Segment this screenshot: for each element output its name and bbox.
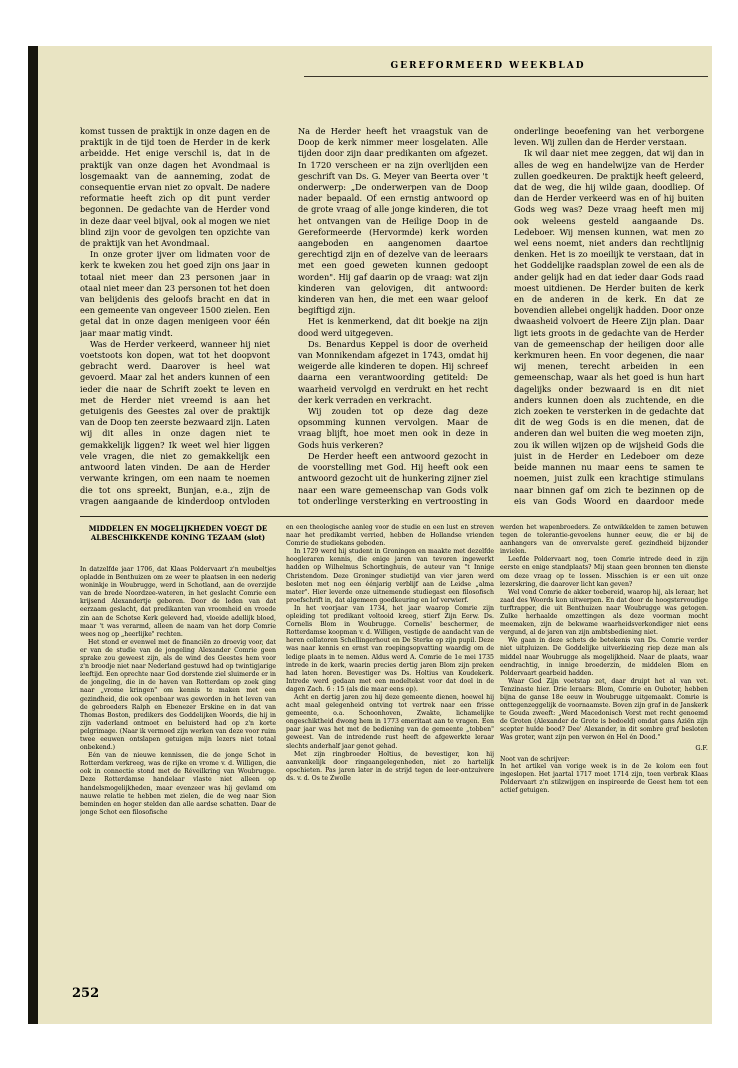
paragraph: Acht en dertig jaren zou hij deze gemeente dienen, hoewel hij acht maal gelegenheid ontving tot vertrek naar een frisse gemeente, o.a. Schoonhoven, Zwakte, lichamelijke ongeschiktheid dwong hem in 1773 emeritaat aan te vragen. Een paar jaar was het met de bediening van de gemeente „tobben" geweest. Van de intredende rust heeft de afgewerkte leraar slechts anderhalf jaar genot gehad. [286, 693, 494, 750]
top-column-3 [514, 126, 704, 508]
paragraph: werden het wapenbroeders. Ze ontwikkelden te zamen betuwen tegen de tolerantie-gevoelens hunner eeuw, die er bij de aanhangers van de onvervalste geref. gezindheid bijzonder invielen. [500, 524, 708, 556]
paragraph: Het is kenmerkend, dat dit boekje na zijn dood werd uitgegeven. [298, 316, 488, 338]
author-signature: G.F. [695, 743, 708, 752]
paragraph: In onze groter ijver om lidmaten voor de kerk te kweken zou het goed zijn ons jaar in totaal niet meer dan 23 personen jaar in otaal niet meer dan 23 personen tot het doen van belijdenis des geloofs bracht en dat in een gemeente van ongeveer 1500 zielen. Een getal dat in onze dagen menigeen voor één jaar maar matig vindt. [80, 249, 270, 338]
top-column-2 [298, 126, 488, 508]
author-note: In het artikel van vorige week is in de 2e kolom een fout ingeslopen. Het jaartal 1717 moet 1714 zijn, toen verbrak Klaas Poldervaart z'n stilzwijgen en inspireerde de Geest hem tot een actief getuigen. [500, 762, 708, 794]
page-number: 252 [72, 986, 100, 1001]
header-rule [304, 76, 708, 77]
article-column-1 [80, 566, 276, 976]
article-column-2 [286, 524, 494, 984]
paragraph: We gaan in deze schets de betekenis van Ds. Comrie verder niet uitpluizen. De Goddelijke uitverkiezing riep deze man als middel naar Woubrugge als mogelijkheid. Naar de plaats, waar eendrachtig, in innige broederzin, de middelen Blom en Poldervaart gearbeid hadden. [500, 637, 708, 677]
article-title: MIDDELEN EN MOGELIJKHEDEN VOEGT DE ALBESCHIKKENDE KONING TEZAAM (slot) [88, 524, 268, 542]
author-note-label: Noot van de schrijver: [500, 755, 570, 763]
paragraph: en een theologische aanleg voor de studie en een lust en streven naar het predikambt verried, hebben de Hollandse vrienden Comrie de studiekans geboden. [286, 524, 494, 548]
paragraph: Leefde Poldervaart nog, toen Comrie intrede deed in zijn eerste en enige standplaats? Mij staan geen bronnen ten dienste om deze vraag op te lossen. Misschien is er een uit onze lezerskring, die daarover licht kan geven? [500, 556, 708, 588]
section-divider [80, 516, 708, 517]
paragraph: In datzelfde jaar 1706, dat Klaas Poldervaart z'n meubeltjes opladde in Benthuizen om ze weer te plaatsen in een nederig woninkje in Woubrugge, werd in Schotland, aan de overzijde van de brede Noordzee-wateren, in het geslacht Comrie een krijsend Alexandertje geboren. Door de leden van dat eerzaam geslacht, dat predikanten van vroomheid en vroede zin aan de Schotse Kerk geleverd had, vloeide adellijk bloed, maar 't was verarmd, alleen de naam van het dorp Comrie wees nog op „heerlijke" rechten. [80, 566, 276, 638]
paragraph: Ik wil daar niet mee zeggen, dat wij dan in alles de weg en handelwijze van de Herder zullen goedkeuren. De praktijk heeft geleerd, dat de weg, die hij wilde gaan, doodliep. Of dan de Herder verkeerd was en of hij buiten Gods weg was? Deze vraag heeft men mij ook weleens gesteld aangaande Ds. Ledeboer. Wij mensen kunnen, wat men zo wel eens noemt, niet anders dan rechtlijnig denken. Het is zo moeilijk te verstaan, dat in het Goddelijke raadsplan zowel de een als de ander gelijk had en dat ieder daar Gods raad moest uitdienen. De Herder buiten de kerk en de anderen in de kerk. En dat ze bovendien allebei ongelijk hadden. Door onze dwaasheid volvoert de Heere Zijn plan. Daar ligt iets groots in de gedachte van de Herder van de gemeenschap der heiligen door alle kerkmuren heen. En voor degenen, die naar wij menen, terecht arbeiden in een gemeenschap, waar als het goed is hun hart dagelijks onder bezwaard is en dit niet anders kunnen doen als zuchtende, en die zich zoeken te versterken in de gedachte dat dit de weg Gods is en die menen, dat de anderen dan wel buiten die weg moeten zijn, zou ik willen wijzen op de wijsheid Gods die juist in de Herder en Ledeboer om deze beide mannen nu maar eens te samen te noemen, juist zulk een krachtige stimulans naar binnen gaf om zich te bezinnen op de eis van Gods Woord en daardoor mede [514, 148, 704, 506]
article-column-3 [500, 524, 708, 984]
paragraph: Na de Herder heeft het vraagstuk van de Doop de kerk nimmer meer losgelaten. Alle tijden door zijn daar predikanten om afgezet. In 1720 verscheen er na zijn overlijden een geschrift van Ds. G. Meyer van Beerta over 't onderwerp: „De onderwerpen van de Doop nader bepaald. Of een ernstig antwoord op de grote vraag of alle jonge kinderen, die tot het ontvangen van de Heilige Doop in de Gereformeerde (Hervormde) kerk worden aangeboden en aangenomen daartoe gerechtigd zijn en of dezelve van de leeraars met een goed geweten kunnen gedoopt worden". Hij gaf daarin op de vraag: wat zijn kinderen van gelovigen, dit antwoord: kinderen van hen, die met een waar geloof begiftigd zijn. [298, 126, 488, 316]
paragraph: Ds. Benardus Keppel is door de overheid van Monnikendam afgezet in 1743, omdat hij weigerde alle kinderen te dopen. Hij schreef daarna een verantwoording getiteld: De waarheid vervolgd en verdrukt en het recht der kerk verraden en verkracht. [298, 338, 488, 405]
running-header: GEREFORMEERD WEEKBLAD [390, 61, 586, 71]
paragraph: In 1729 werd hij student in Groningen en maakte met dezelfde hoogleraren kennis, die enige jaren van tevoren ingewerkt hadden op Wilhelmus Schortinghuis, de auteur van "t Innige Christendom. Deze Groninger studietijd van vier jaren werd besloten met nog een éénjarig verblijf aan de Leidse „alma mater". Hier leverde onze uitnemende studiegast een filosofisch proefschrift in, dat algemeen goedkeuring en lof verwierf. [286, 548, 494, 604]
paragraph: Wij zouden tot op deze dag deze opsomming kunnen vervolgen. Maar de vraag blijft, hoe moet men ook in deze in Gods huis verkeren? [298, 406, 488, 450]
paragraph: onderlinge beoefening van het verborgene leven. Wij zullen dan de Herder verstaan. [514, 126, 704, 148]
paragraph: Het stond er evenwel met de financiën zo droevig voor, dat er van de studie van de jongeling Alexander Comrie geen sprake zou geweest zijn, als de wind des Geestes hem voor z'n broodje niet naar Nederland gestuwd had op twintigjarige leeftijd. Een oprechte naar God dorstende ziel sluimerde er in de jongeling, die in de haven van Rotterdam op zoek ging naar „vrome kringen" om kennis te maken met een gezindheid, die ook openbaar was geworden in het leven van de gebroeders Ralph en Ebenezer Erskine en in dat van Thomas Boston, predikers des Goddelijken Woords, die hij in zijn vaderland ontmoet en beluisterd had op z'n korte pelgrimage. (Naar ik vermoed zijn werken van deze voor ruim twee eeuwen ontslapen getuigen mijn lezers niet totaal onbekend.) [80, 638, 276, 752]
paragraph: De Herder heeft een antwoord gezocht in de voorstelling met God. Hij heeft ook een antwoord gezocht uit de hunkering zijner ziel naar een ware gemeenschap van Gods volk tot onderlinge versterking en vertroosting in [298, 450, 488, 506]
paragraph: Met zijn ringbroeder Holtius, de bevestiger, kon hij aanvankelijk door ringaangelegenheden, niet zo hartelijk opschieten. Pas jaren later in de strijd tegen de leer-ontzuivere ds. v. d. Os te Zwolle [286, 750, 494, 782]
paragraph: Waar God Zijn voetstap zet, daar druipt het al van vet. Tenzinaste hier. Drie leraars: Blom, Comrie en Ouboter, hebben bijna de ganse 18e eeuw in Woubrugge uitgemaakt. Comrie is onttegenzeggelijk de voornaamste. Boven zijn graf in de Janskerk te Gouda zweeft: „Werd Macedonisch Vorst met recht genoemd de Groten (Alexander de Grote is bedoeld) omdat gans Aziën zijn scepter hulde bood? Dee' Alexander, in dit sombre graf besloten Was groter, want zijn pen verwon én Hel én Dood." [500, 677, 708, 742]
paragraph: Wel vond Comrie de akker toebereid, waarop hij, als leraar, het zaad des Woords kon uitwerpen. En dat door de hoogstervoudige turftrapper, die uit Benthuizen naar Woubrugge was getogen. Zulke herhaalde omzettingen als deze voorman mocht meemaken, zijn de bekwame waarheidsverkondiger niet eens vergund, al de jaren van zijn ambtsbediening niet. [500, 588, 708, 637]
scan-binding-edge [28, 46, 38, 1024]
paragraph: Eén van de nieuwe kennissen, die de jonge Schot in Rotterdam verkreeg, was de rijke en vrome v. d. Willigen, die ook in connectie stond met de Réveilkring van Woubrugge. Deze Rotterdamse handelaar vlaste niet alleen op handelsmogelijkheden, maar evenzeer was hij gevlamd om nauwe relatie te hebben met zielen, die de weg naar Sion beminden en hoger stelden dan alle aardse schatten. Daar de jonge Schot een filosofische [80, 752, 276, 816]
paragraph: Was de Herder verkeerd, wanneer hij niet voetstoots kon dopen, wat tot het doopvont gebracht werd. Daarover is heel wat gevoerd. Maar zal het anders kunnen of een ieder die naar de Schrift zoekt te leven en met de Herder niet vreemd is aan het getuigenis des Geestes zal over de praktijk van de Doop ten zeerste bezwaard zijn. Laten wij dit alles in onze dagen niet te gemakkelijk liggen? Ik weet wel hier liggen vele vragen, die niet zo gemakkelijk een antwoord laten vinden. De aan de Herder verwante kringen, om een naam te noemen die tot ons spreekt, Bunjan, e.a., zijn de vragen aangaande de kinderdoop ontvloden [80, 338, 270, 506]
paragraph: komst tussen de praktijk in onze dagen en de praktijk in de tijd toen de Herder in de kerk arbeidde. Het enige verschil is, dat in de praktijk van onze dagen het Avondmaal is losgemaakt van de aanneming, zodat de consequentie ervan niet zo opvalt. De nadere reformatie heeft zich op dit punt verder begonnen. De gedachte van de Herder vond in deze daar veel bijval, ook al mogen we niet blind zijn voor de gevolgen ten opzichte van de praktijk van het Avondmaal. [80, 126, 270, 249]
paragraph: In het voorjaar van 1734, het jaar waarop Comrie zijn opleiding tot predikant voltooid kreeg, stierf Zijn Eerw. Ds. Cornelis Blom in Woubrugge. Cornelis' beschermer, de Rotterdamse koopman v. d. Willigen, vestigde de aandacht van de heren collatoren Schellingerhout en De Sterke op zijn pupil. Deze was naar kennis en ernst van roepingsopvatting waardig om de ledige plaats in te nemen. Aldus werd A. Comrie de 1e mei 1735 intrede in de kerk, waarin precies dertig jaren Blom zijn preken had laten horen. Bevestiger was Ds. Holtius van Koudekerk. Intrede werd gedaan met een modeltekst voor dat doel in de dagen Zach. 6 : 15 (als die maar eens op). [286, 604, 494, 693]
top-column-1 [80, 126, 270, 508]
